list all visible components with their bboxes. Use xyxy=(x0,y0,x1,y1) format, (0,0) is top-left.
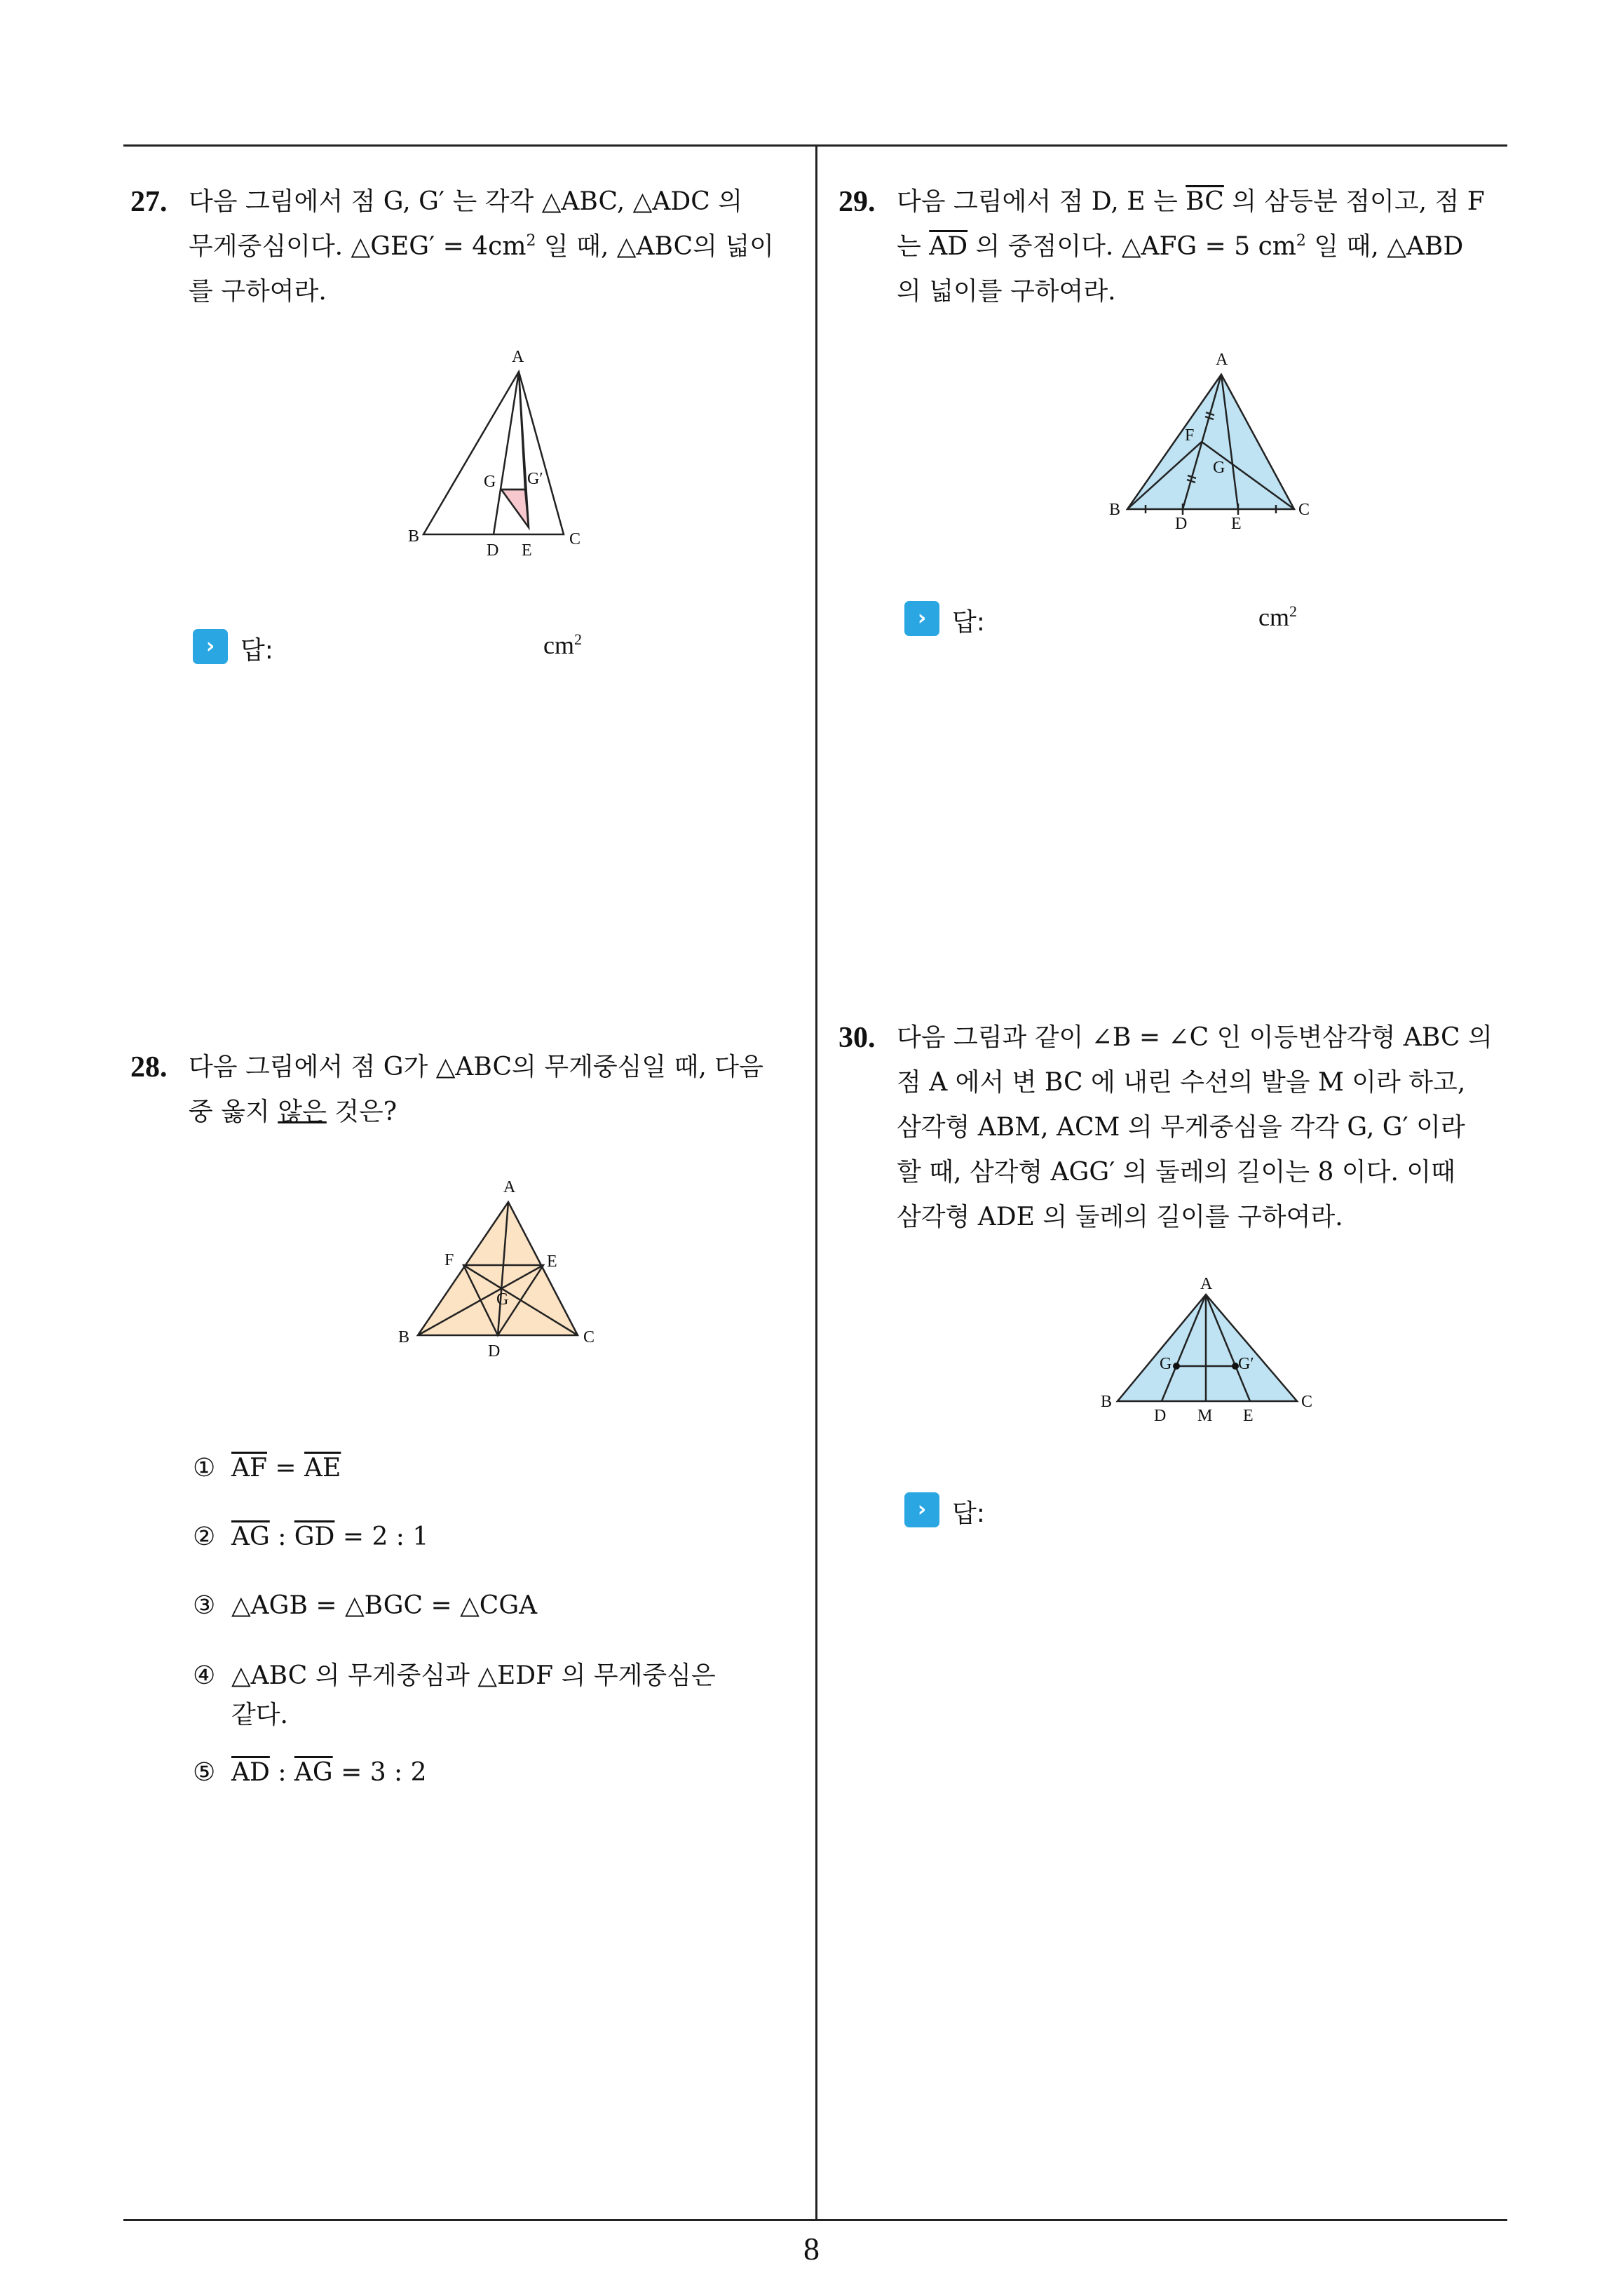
q30-label-c: C xyxy=(1301,1393,1313,1411)
q28-label-f: F xyxy=(444,1251,454,1269)
q27-label-g-prime: G′ xyxy=(527,470,543,488)
question-28 xyxy=(130,1045,803,1135)
q29-label-b: B xyxy=(1109,501,1121,519)
q29-triangle-abc xyxy=(1127,374,1294,509)
question-number: 27. xyxy=(130,186,168,218)
answer-unit: $cm^2$ xyxy=(543,630,582,659)
q30-figure xyxy=(1094,1269,1325,1431)
question-text-line: 중 옳지 않은 것은? xyxy=(189,1098,398,1126)
answer-unit: $cm^2$ xyxy=(1258,602,1297,631)
question-text-line: 무게중심이다. △GEG′ = $4cm^2$ 일 때, △ABC의 넓이 xyxy=(189,232,774,261)
choice-1[interactable]: ① $\overline{AF} = \overline{AE}$ xyxy=(193,1454,341,1483)
q29-label-f: F xyxy=(1185,426,1195,445)
q30-label-d: D xyxy=(1154,1407,1167,1425)
q30-label-e: E xyxy=(1243,1407,1254,1425)
q28-figure xyxy=(393,1171,603,1360)
q27-label-c: C xyxy=(569,530,581,548)
question-text-line: 를 구하여라. xyxy=(189,277,327,306)
question-text-line: 는 $\overline{AD}$ 의 중점이다. △AFG = 5 $cm^2$ 일 때, △ABD xyxy=(897,232,1464,261)
q29-label-g: G xyxy=(1213,459,1225,477)
chevron-right-icon: › xyxy=(193,629,228,664)
q28-label-a: A xyxy=(503,1178,516,1196)
q27-label-a: A xyxy=(512,348,524,366)
choice-5[interactable]: ⑤ $\overline{AD}$ : $\overline{AG} = 3$ : 2 xyxy=(193,1758,427,1787)
chevron-right-icon: › xyxy=(904,1492,939,1527)
q30-answer-row xyxy=(904,1492,1325,1529)
q29-label-a: A xyxy=(1216,351,1228,369)
question-number: 29. xyxy=(838,186,876,218)
q29-label-c: C xyxy=(1298,501,1310,519)
answer-label: 답: xyxy=(240,636,273,665)
choice-3[interactable]: ③ △AGB = △BGC = △CGA xyxy=(193,1591,538,1620)
question-text-line: 삼각형 ADE 의 둘레의 길이를 구하여라. xyxy=(897,1203,1343,1231)
bottom-rule xyxy=(123,2219,1507,2221)
question-text-line: 다음 그림에서 점 G가 △ABC의 무게중심일 때, 다음 xyxy=(189,1053,763,1081)
column-divider xyxy=(815,144,817,2220)
q30-label-a: A xyxy=(1200,1275,1213,1293)
question-text-line: 의 넓이를 구하여라. xyxy=(897,277,1116,306)
page-number: 8 xyxy=(803,2231,820,2267)
question-text-line: 다음 그림에서 점 G, G′ 는 각각 △ABC, △ADC 의 xyxy=(189,187,742,216)
choice-4[interactable]: ④ △ABC 의 무게중심과 △EDF 의 무게중심은 같다. xyxy=(193,1661,716,1729)
q29-label-d: D xyxy=(1175,515,1188,533)
question-29 xyxy=(838,180,1512,314)
question-text-line: 할 때, 삼각형 AGG′ 의 둘레의 길이는 8 이다. 이때 xyxy=(897,1158,1455,1187)
q27-label-b: B xyxy=(408,527,420,546)
choice-2[interactable]: ② $\overline{AG}$ : $\overline{GD} = 2$ : 1 xyxy=(193,1522,429,1551)
q30-label-m: M xyxy=(1197,1407,1213,1425)
q28-label-c: C xyxy=(583,1328,595,1346)
q27-label-d: D xyxy=(487,541,499,560)
q30-triangle-abc xyxy=(1118,1295,1297,1401)
q28-label-e: E xyxy=(547,1252,557,1271)
q28-label-b: B xyxy=(398,1328,410,1346)
answer-label: 답: xyxy=(952,1499,985,1528)
q27-shaded-triangle xyxy=(501,489,529,527)
q27-figure xyxy=(393,337,603,561)
q30-label-g-prime: G′ xyxy=(1238,1355,1254,1373)
question-27 xyxy=(130,180,803,314)
question-number: 30. xyxy=(838,1022,876,1054)
q29-label-e: E xyxy=(1231,515,1242,533)
question-number: 28. xyxy=(130,1051,168,1083)
question-text-line: 점 A 에서 변 BC 에 내린 수선의 발을 M 이라 하고, xyxy=(897,1068,1466,1097)
q29-figure xyxy=(1101,344,1311,540)
question-text-line: 다음 그림과 같이 ∠B = ∠C 인 이등변삼각형 ABC 의 xyxy=(897,1023,1493,1052)
chevron-right-icon: › xyxy=(904,601,939,636)
question-text-line: 삼각형 ABM, ACM 의 무게중심을 각각 G, G′ 이라 xyxy=(897,1113,1465,1142)
question-text-line: 다음 그림에서 점 D, E 는 $\overline{BC}$ 의 삼등분 점이고, 점 F xyxy=(897,187,1485,216)
q27-triangle-abc xyxy=(423,372,564,534)
q29-answer-row xyxy=(904,601,1325,637)
q30-point-g xyxy=(1173,1363,1180,1370)
q27-answer-row xyxy=(193,629,613,666)
q27-label-g: G xyxy=(484,473,496,491)
q28-label-g: G xyxy=(496,1290,509,1309)
q28-label-d: D xyxy=(488,1342,501,1360)
q30-label-b: B xyxy=(1101,1393,1113,1411)
q30-label-g: G xyxy=(1160,1355,1172,1373)
q27-label-e: E xyxy=(522,541,532,560)
question-30 xyxy=(838,1015,1512,1240)
answer-label: 답: xyxy=(952,608,985,637)
